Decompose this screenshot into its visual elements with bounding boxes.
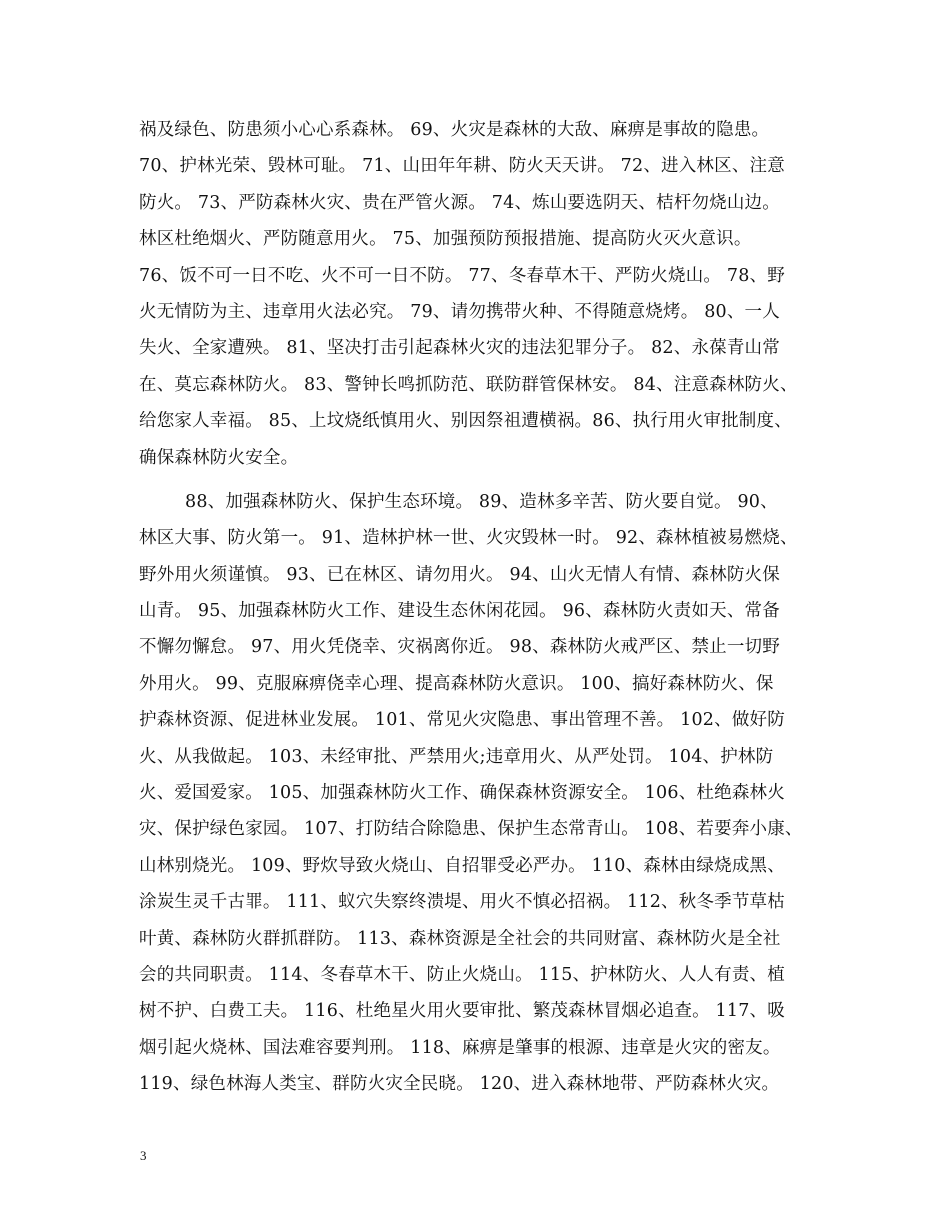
text-line: 烟引起火烧林、国法难容要判刑。 118、麻痹是肇事的根源、违章是火灾的密友。: [139, 1037, 781, 1058]
paragraph-gap: [139, 476, 827, 484]
text-line: 山林别烧光。 109、野炊导致火烧山、自招罪受必严办。 110、森林由绿烧成黑、: [139, 855, 785, 876]
text-line: 在、莫忘森林防火。 83、警钟长鸣抓防范、联防群管保林安。 84、注意森林防火、: [139, 374, 798, 395]
text-line: 防火。 73、严防森林火灾、贵在严管火源。 74、炼山要选阴天、桔杆勿烧山边。: [139, 192, 780, 213]
paragraph-2: [139, 484, 827, 1103]
text-line: 76、饭不可一日不吃、火不可一日不防。 77、冬春草木干、严防火烧山。 78、野: [139, 265, 785, 286]
text-line: 林区大事、防火第一。 91、造林护林一世、火灾毁林一时。 92、森林植被易燃烧、: [139, 528, 798, 549]
text-line: 确保森林防火安全。: [139, 447, 299, 468]
text-line: 70、护林光荣、毁林可耻。 71、山田年年耕、防火天天讲。 72、进入林区、注意: [139, 156, 785, 177]
text-line: 护森林资源、促进林业发展。 101、常见火灾隐患、事出管理不善。 102、做好防: [139, 710, 785, 731]
text-line: 野外用火须谨慎。 93、已在林区、请勿用火。 94、山火无情人有情、森林防火保: [139, 564, 780, 585]
text-line: 山青。 95、加强森林防火工作、建设生态休闲花园。 96、森林防火责如天、常备: [139, 601, 780, 622]
text-line: 119、绿色林海人类宝、群防火灾全民晓。 120、进入森林地带、严防森林火灾。: [139, 1074, 780, 1095]
text-line: 叶黄、森林防火群抓群防。 113、森林资源是全社会的共同财富、森林防火是全社: [139, 928, 781, 949]
text-line: 外用火。 99、克服麻痹侥幸心理、提高森林防火意识。 100、搞好森林防火、保: [139, 673, 774, 694]
text-line: 树不护、白费工夫。 116、杜绝星火用火要审批、繁茂森林冒烟必追查。 117、吸: [139, 1001, 785, 1022]
page-number: 3: [140, 1148, 147, 1163]
text-line: 会的共同职责。 114、冬春草木干、防止火烧山。 115、护林防火、人人有责、植: [139, 964, 785, 985]
text-line: 失火、全家遭殃。 81、坚决打击引起森林火灾的违法犯罪分子。 82、永葆青山常: [139, 338, 780, 359]
text-line: 给您家人幸福。 85、上坟烧纸慎用火、别因祭祖遭横祸。86、执行用火审批制度、: [139, 411, 792, 432]
text-line: 涂炭生灵千古罪。 111、蚁穴失察终溃堤、用火不慎必招祸。 112、秋冬季节草枯: [139, 892, 785, 913]
paragraph-1: [139, 112, 827, 476]
text-line: 不懈勿懈怠。 97、用火凭侥幸、灾祸离你近。 98、森林防火戒严区、禁止一切野: [139, 637, 780, 658]
text-line: 火无情防为主、违章用火法必究。 79、请勿携带火种、不得随意烧烤。 80、一人: [139, 301, 780, 322]
text-line: 祸及绿色、防患须小心心系森林。 69、火灾是森林的大敌、麻痹是事故的隐患。: [139, 120, 770, 140]
text-line-indented: 88、加强森林防火、保护生态环境。 89、造林多辛苦、防火要自觉。 90、: [185, 491, 778, 512]
text-line: 火、爱国爱家。 105、加强森林防火工作、确保森林资源安全。 106、杜绝森林火: [139, 783, 785, 804]
document-body: [139, 112, 827, 1103]
text-line: 灾、保护绿色家园。 107、打防结合除隐患、保护生态常青山。 108、若要奔小康、: [139, 819, 803, 840]
text-line: 林区杜绝烟火、严防随意用火。 75、加强预防预报措施、提高防火灭火意识。: [139, 229, 752, 250]
text-line: 火、从我做起。 103、未经审批、严禁用火;违章用火、从严处罚。 104、护林防: [139, 746, 774, 767]
